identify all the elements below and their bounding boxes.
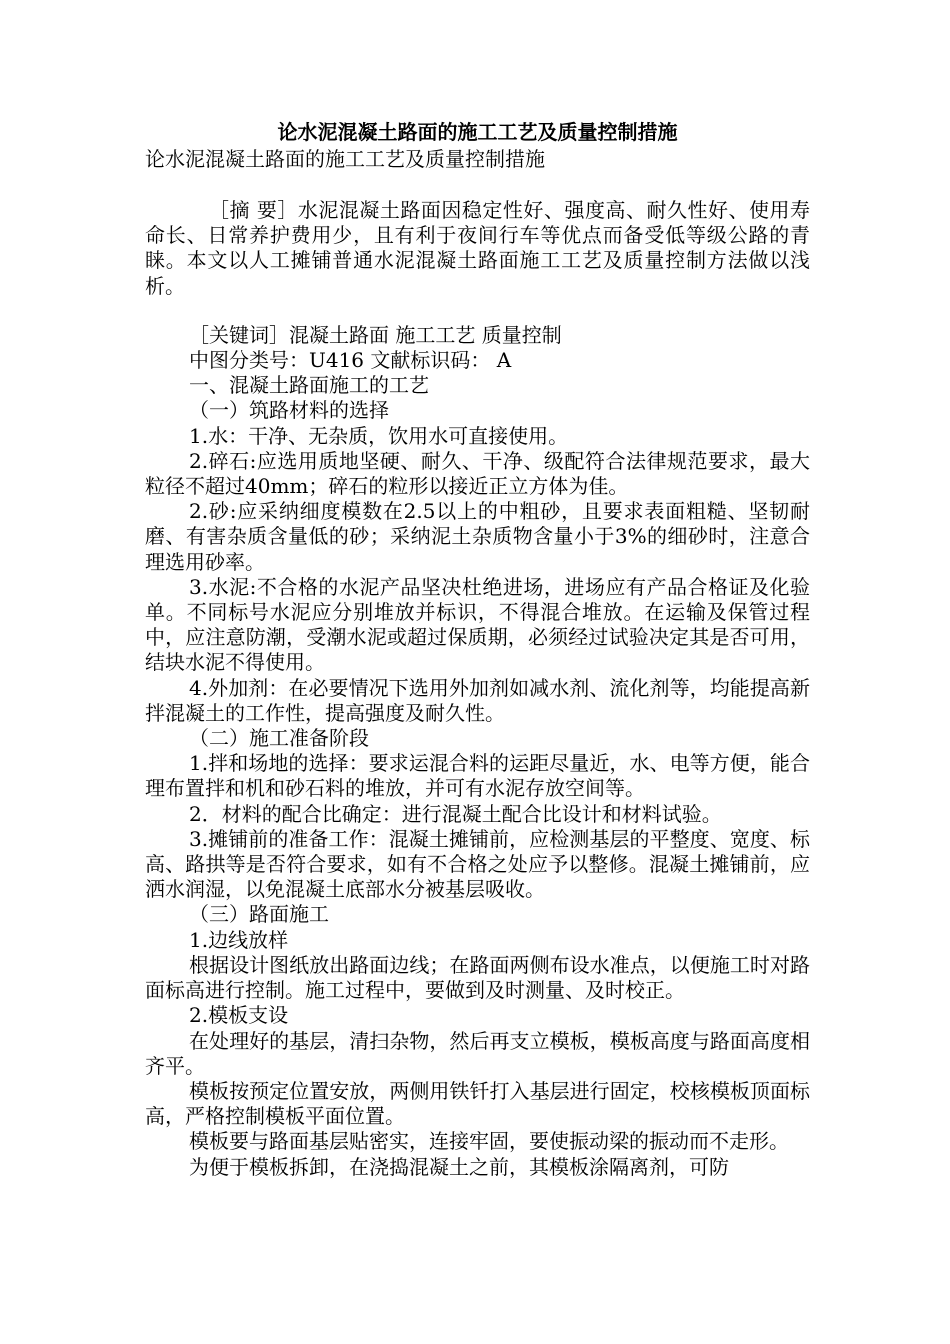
body-paragraph: 2.砂:应采纳细度模数在2.5以上的中粗砂，且要求表面粗糙、坚韧耐磨、有害杂质含量低的砂；采纳泥土杂质物含量小于3%的细砂时，注意合理选用砂率。 bbox=[145, 499, 810, 574]
spacer bbox=[145, 172, 810, 198]
document-title: 论水泥混凝土路面的施工工艺及质量控制措施 bbox=[277, 120, 678, 144]
body-paragraph: 根据设计图纸放出路面边线；在路面两侧布设水准点，以便施工时对路面标高进行控制。施工过程中，要做到及时测量、及时校正。 bbox=[145, 952, 810, 1003]
abstract-paragraph: ［摘 要］水泥混凝土路面因稳定性好、强度高、耐久性好、使用寿命长、日常养护费用少，且有利于夜间行车等优点而备受低等级公路的青睐。本文以人工摊铺普通水泥混凝土路面施工工艺及质量控制方法做以浅析。 bbox=[145, 198, 810, 298]
body-paragraph: 1.拌和场地的选择：要求运混合料的运距尽量近，水、电等方便，能合理布置拌和机和砂石料的堆放，并可有水泥存放空间等。 bbox=[145, 751, 810, 801]
body-paragraph: 模板按预定位置安放，两侧用铁钎打入基层进行固定，校核模板顶面标高，严格控制模板平面位置。 bbox=[145, 1078, 810, 1129]
body-paragraph: 2.碎石:应选用质地坚硬、耐久、干净、级配符合法律规范要求，最大粒径不超过40mm；碎石的粒形以接近正立方体为佳。 bbox=[145, 448, 810, 499]
subsection-heading: （二）施工准备阶段 bbox=[189, 726, 369, 751]
body-paragraph: 4.外加剂：在必要情况下选用外加剂如减水剂、流化剂等，均能提高新拌混凝土的工作性，提高强度及耐久性。 bbox=[145, 675, 810, 725]
keywords-line: ［关键词］混凝土路面 施工工艺 质量控制 bbox=[189, 322, 562, 347]
body-paragraph: 模板要与路面基层贴密实，连接牢固，要使振动梁的振动而不走形。 bbox=[189, 1129, 789, 1154]
body-paragraph: 3.水泥:不合格的水泥产品坚决杜绝进场，进场应有产品合格证及化验单。不同标号水泥应分别堆放并标识，不得混合堆放。在运输及保管过程中，应注意防潮，受潮水泥或超过保质期，必须经过试验决定其是否可用，结块水泥不得使用。 bbox=[145, 574, 810, 675]
item-heading: 2.模板支设 bbox=[189, 1003, 289, 1028]
subsection-heading: （一）筑路材料的选择 bbox=[189, 398, 389, 423]
body-paragraph: 在处理好的基层，清扫杂物，然后再支立模板，模板高度与路面高度相齐平。 bbox=[145, 1028, 810, 1078]
classification-line: 中图分类号：U416 文献标识码： A bbox=[189, 348, 512, 373]
body-paragraph: 3.摊铺前的准备工作：混凝土摊铺前，应检测基层的平整度、宽度、标高、路拱等是否符合要求，如有不合格之处应予以整修。混凝土摊铺前，应洒水润湿，以免混凝土底部水分被基层吸收。 bbox=[145, 826, 810, 902]
body-paragraph: 2．材料的配合比确定：进行混凝土配合比设计和材料试验。 bbox=[189, 801, 722, 826]
document-subtitle: 论水泥混凝土路面的施工工艺及质量控制措施 bbox=[145, 147, 545, 171]
document-page bbox=[145, 118, 810, 1180]
body-paragraph: 1.水：干净、无杂质，饮用水可直接使用。 bbox=[189, 423, 569, 448]
subsection-heading: （三）路面施工 bbox=[189, 902, 329, 927]
spacer bbox=[145, 299, 810, 323]
section-heading: 一、混凝土路面施工的工艺 bbox=[189, 373, 429, 398]
item-heading: 1.边线放样 bbox=[189, 927, 289, 952]
body-paragraph: 为便于模板拆卸，在浇捣混凝土之前，其模板涂隔离剂，可防 bbox=[189, 1154, 729, 1179]
